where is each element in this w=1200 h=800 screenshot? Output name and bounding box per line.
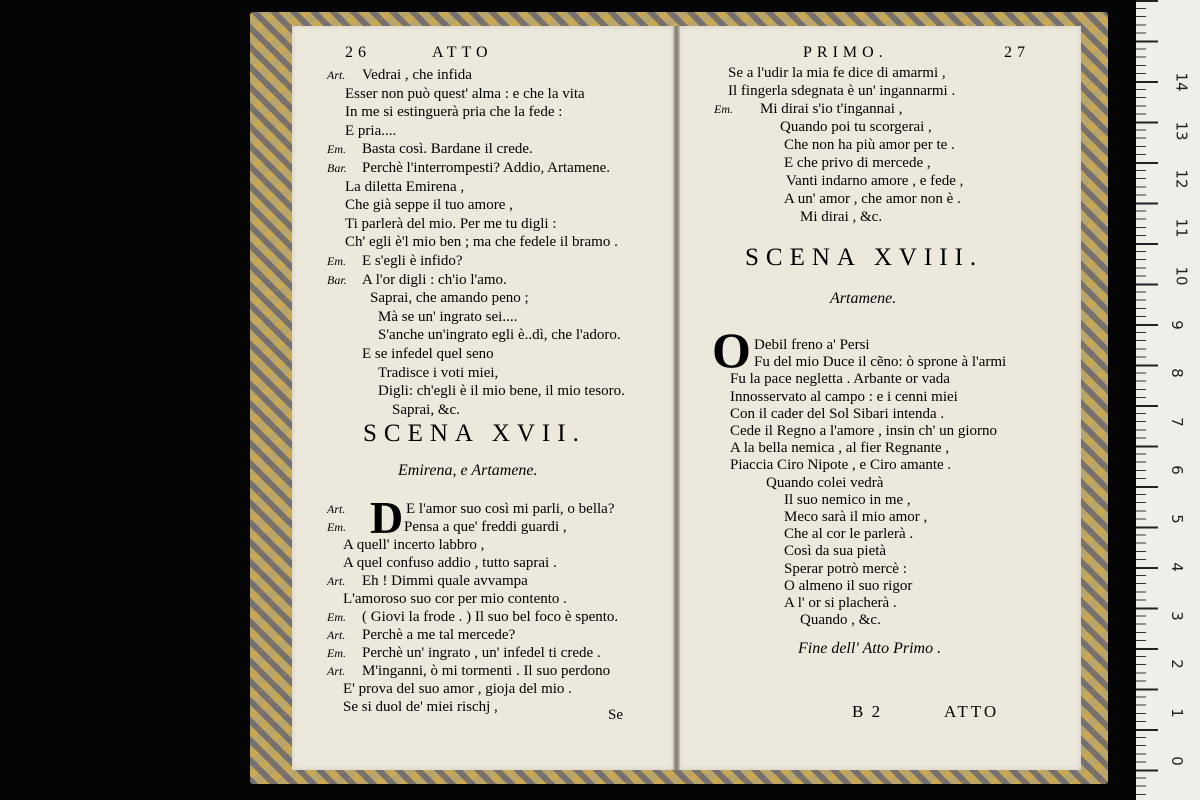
verse-line: Digli: ch'egli è il mio bene, il mio tesoro. <box>378 383 625 400</box>
verse-line: Se a l'udir la mia fe dice di amarmi , <box>728 65 946 81</box>
page-number-right: 27 <box>1004 44 1030 61</box>
verse-line: Meco sarà il mio amor , <box>784 509 928 525</box>
catchword-right: ATTO <box>944 702 1000 721</box>
ruler-number: 14 <box>1172 72 1191 92</box>
verse-line: Se si duol de' miei rischj , <box>343 699 498 715</box>
verse-line: Che al cor le parlerà . <box>784 526 914 543</box>
verse-line: Con il cader del Sol Sibari intenda . <box>730 405 945 422</box>
verse-line: Fu del mio Duce il cẽno: ò sprone à l'armi <box>754 354 1007 371</box>
ruler-number: 8 <box>1167 368 1186 378</box>
speaker-label: Em. <box>327 254 346 268</box>
verse-line: Mi dirai , &c. <box>800 209 883 225</box>
ruler-number: 3 <box>1167 610 1186 621</box>
verse-line: Ti parlerà del mio. Per me tu digli : <box>345 215 557 232</box>
running-header-right: PRIMO. <box>803 44 888 61</box>
verse-line: Piaccia Ciro Nipote , e Ciro amante . <box>730 457 952 474</box>
verse-line: O almeno il suo rigor <box>784 577 913 594</box>
verse-line: Quando colei vedrà <box>766 474 884 491</box>
verse-line: L'amoroso suo cor per mio contento . <box>343 591 567 607</box>
verse-line: Eh ! Dimmi quale avvampa <box>362 573 528 589</box>
verse-line: Mà se un' ingrato sei.... <box>378 308 518 325</box>
verse-line: E se infedel quel seno <box>362 346 494 362</box>
ruler-number: 12 <box>1172 169 1191 189</box>
verse-line: A quel confuso addio , tutto saprai . <box>343 555 557 571</box>
verse-line: E che privo di mercede , <box>784 155 931 171</box>
verse-line: Vanti indarno amore , e fede , <box>786 173 964 189</box>
speaker-label: Em. <box>327 646 346 660</box>
verse-line: Così da sua pietà <box>784 543 887 560</box>
verse-line: M'inganni, ò mi tormenti . Il suo perdono <box>362 663 611 679</box>
scene-title-xvii: SCENA XVII. <box>363 420 586 447</box>
verse-line: La diletta Emirena , <box>345 178 465 195</box>
ruler-number: 0 <box>1167 756 1186 766</box>
verse-line: Che già seppe il tuo amore , <box>345 197 513 214</box>
verse-line: A quell' incerto labbro , <box>343 537 485 553</box>
verse-line: Debil freno a' Persi <box>754 337 870 353</box>
verse-line: Fu la pace negletta . Arbante or vada <box>730 371 950 388</box>
ruler-number: 10 <box>1172 266 1191 286</box>
speaker-label: Art. <box>327 628 346 642</box>
ruler-number: 13 <box>1172 120 1191 141</box>
ruler-number: 7 <box>1167 416 1186 427</box>
speaker-label: Bar. <box>327 272 347 287</box>
verse-line: Innosservato al campo : e i cenni miei <box>730 388 958 405</box>
verse-line: E s'egli è infido? <box>362 253 463 269</box>
verse-line: A l' or si placherà . <box>784 595 897 611</box>
drop-cap-d: D <box>370 492 404 543</box>
ruler-number: 9 <box>1167 319 1186 330</box>
verse-line: Ch' egli è'l mio ben ; ma che fedele il bramo . <box>345 234 618 251</box>
verse-line: Cede il Regno a l'amore , insin ch' un giorno <box>730 423 998 439</box>
scene-title-xviii: SCENA XVIII. <box>745 244 984 271</box>
ruler-number: 5 <box>1167 513 1186 524</box>
verse-line: E l'amor suo così mi parli, o bella? <box>406 501 615 517</box>
verse-line: In me si estinguerà pria che la fede : <box>345 104 563 121</box>
verse-line: A la bella nemica , al fier Regnante , <box>730 440 950 457</box>
verse-line: ( Giovi la frode . ) Il suo bel foco è spento. <box>362 609 619 625</box>
signature-mark: B 2 <box>852 702 883 721</box>
book-gutter <box>673 26 680 770</box>
scene-characters-xviii: Artamene. <box>830 290 897 307</box>
speaker-label: Em. <box>327 610 346 624</box>
verse-line: E pria.... <box>345 122 397 139</box>
ruler-major-ticks <box>1136 0 1158 800</box>
speaker-label: Art. <box>327 68 346 82</box>
speaker-label: Art. <box>327 574 346 588</box>
verse-line: S'anche un'ingrato egli è..dì, che l'adoro. <box>378 327 621 344</box>
speaker-label: Em. <box>714 102 733 116</box>
ruler-number: 2 <box>1167 659 1186 669</box>
verse-line: Tradisce i voti miei, <box>378 364 499 381</box>
verse-line: Quando , &c. <box>800 612 881 629</box>
verse-line: Esser non può quest' alma : e che la vita <box>345 85 585 102</box>
verse-line: Quando poi tu scorgerai , <box>780 119 932 135</box>
speaker-label: Bar. <box>327 161 347 175</box>
speaker-label: Em. <box>327 142 346 157</box>
verse-line: Il fingerla sdegnata è un' ingannarmi . <box>728 83 956 99</box>
scene-characters-xvii: Emirena, e Artamene. <box>398 462 538 479</box>
speaker-label: Art. <box>327 502 346 516</box>
ruler-number: 4 <box>1167 562 1186 572</box>
ruler-number: 1 <box>1167 707 1186 718</box>
verse-line: Basta così. Bardane il crede. <box>362 141 533 158</box>
verse-line: Sperar potrò mercè : <box>784 560 907 577</box>
verse-line: Il suo nemico in me , <box>784 491 911 508</box>
page-number-left: 26 <box>345 44 371 61</box>
verse-line: Che non ha più amor per te . <box>784 137 955 153</box>
ruler-number: 11 <box>1172 217 1191 238</box>
verse-line: Perchè un' ingrato , un' infedel ti crede . <box>362 645 601 661</box>
verse-line: E' prova del suo amor , gioja del mio . <box>343 681 572 697</box>
verse-line: A un' amor , che amor non è . <box>784 191 961 207</box>
verse-line: Saprai, che amando peno ; <box>370 290 529 307</box>
act-end-line: Fine dell' Atto Primo . <box>798 640 942 657</box>
ruler-number: 6 <box>1167 465 1186 475</box>
verse-line: Perchè a me tal mercede? <box>362 627 516 643</box>
running-header-left: ATTO <box>432 44 493 61</box>
verse-line: Saprai, &c. <box>392 401 460 418</box>
verse-line: Vedrai , che infida <box>362 67 472 83</box>
catchword-left: Se <box>608 707 623 723</box>
speaker-label: Em. <box>327 520 346 534</box>
verse-line: A l'or digli : ch'io l'amo. <box>362 271 507 288</box>
drop-cap-o: O <box>712 322 751 378</box>
verse-line: Mi dirai s'io t'ingannai , <box>760 101 903 117</box>
verse-line: Perchè l'interrompesti? Addio, Artamene. <box>362 160 611 176</box>
verse-line: Pensa a que' freddi guardi , <box>404 519 567 535</box>
speaker-label: Art. <box>327 664 346 678</box>
